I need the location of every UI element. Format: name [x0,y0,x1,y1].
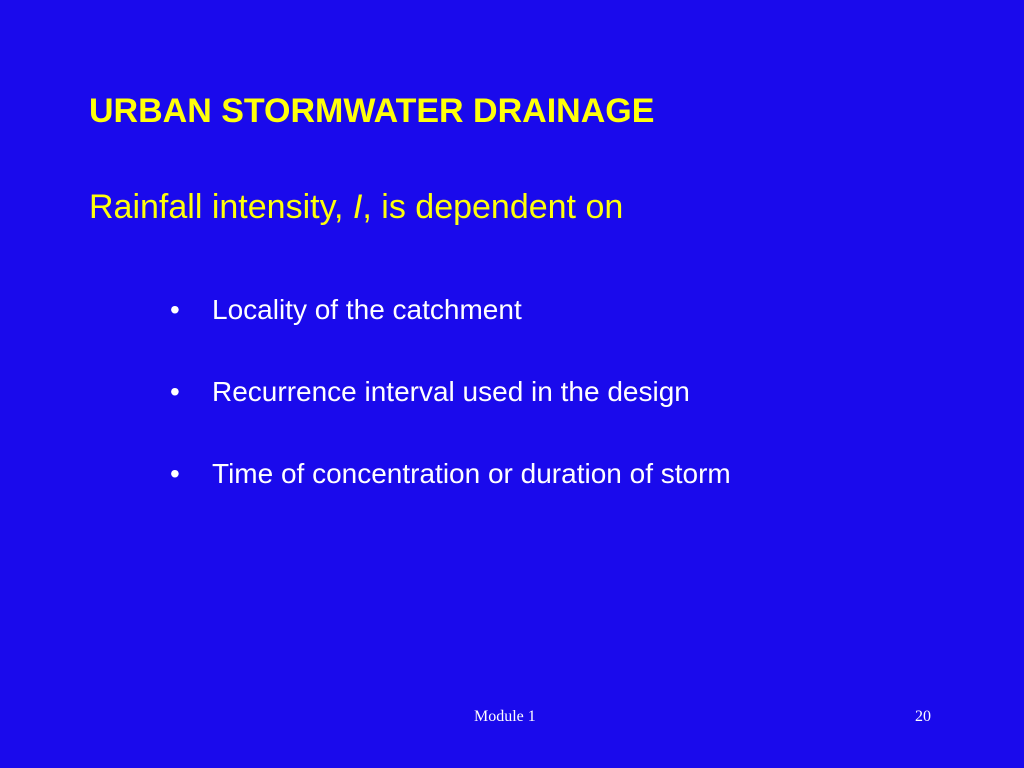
bullet-text: Recurrence interval used in the design [212,376,690,407]
bullet-text: Time of concentration or duration of storm [212,458,731,489]
bullet-text: Locality of the catchment [212,294,522,325]
slide-number: 20 [915,708,931,725]
bullet-point-icon: • [170,376,180,407]
slide-title: URBAN STORMWATER DRAINAGE [89,92,655,130]
footer-module-label: Module 1 [474,708,536,725]
intensity-symbol: I [352,188,363,226]
bullet-point-icon: • [170,458,180,489]
subtitle-text-before: Rainfall intensity, [89,188,353,226]
slide-subtitle [89,183,623,231]
subtitle-text-after: , is dependent on [362,188,624,226]
bullet-point-icon: • [170,294,180,325]
